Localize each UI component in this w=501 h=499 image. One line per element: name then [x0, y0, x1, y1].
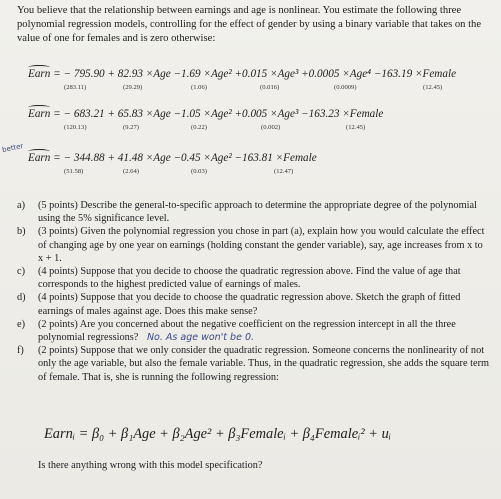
- question-label: a): [17, 200, 25, 211]
- final-question: Is there anything wrong with this model specification?: [38, 460, 263, 471]
- question-list: [17, 199, 489, 384]
- question-label: d): [17, 292, 26, 304]
- question-f: [17, 344, 489, 384]
- intro-paragraph: You believe that the relationship between earnings and age is nonlinear. You estimate the following three polynomial regression models, controlling for the effect of gender by using a binary variable that takes on the value of one for females and is zero otherwise:: [17, 5, 482, 44]
- eq1-lhs: Earn: [28, 68, 51, 80]
- eq3-se: (51.58): [64, 168, 84, 175]
- eq3-lhs: Earn: [28, 152, 51, 164]
- question-label: b): [17, 226, 26, 238]
- question-c: [17, 265, 489, 291]
- regression-equation-1: [28, 68, 493, 91]
- question-label: e): [17, 318, 25, 330]
- eq1-se: (12.45): [423, 84, 443, 91]
- eq1-rhs: = − 795.90 + 82.93 ×Age −1.69 ×Age² +0.015 ×Age³ +0.0005 ×Age⁴ −163.19 ×Female: [53, 68, 457, 80]
- question-text: (2 points) Suppose that we only consider the quadratic regression. Someone concerns the nonlinearity of not only the age variable, but also the female variable. Thus, in the quadratic regression, she adds the square term of female. That is, she is running the following regression:: [38, 345, 490, 383]
- eq2-se: (12.45): [346, 124, 366, 131]
- question-text: (4 points) Suppose that you decide to choose the quadratic regression above. Find the value of age that corresponds to the highest predicted value of earnings of males.: [38, 266, 461, 291]
- question-d: [17, 291, 489, 317]
- eq1-se: (0.016): [260, 84, 280, 91]
- regression-equation-2: [28, 108, 493, 131]
- eq1-se: (283.11): [64, 84, 87, 91]
- eq3-rhs: = − 344.88 + 41.48 ×Age −0.45 ×Age² −163.81 ×Female: [53, 152, 317, 164]
- eq2-lhs: Earn: [28, 108, 51, 120]
- eq2-se: (0.22): [191, 124, 207, 131]
- question-label: c): [17, 266, 25, 278]
- eq2-rhs: = − 683.21 + 65.83 ×Age −1.05 ×Age² +0.005 ×Age³ −163.23 ×Female: [53, 108, 384, 120]
- eq3-se: (0.03): [191, 168, 207, 175]
- question-text: (5 points) Describe the general-to-specific approach to determine the appropriate degree of the polynomial using the 5% significance level.: [38, 200, 477, 225]
- question-text: (3 points) Given the polynomial regression you chose in part (a), explain how you would calculate the effect of changing age by one year on earnings (holding constant the gender variable), say, age increases from x to x + 1.: [38, 226, 485, 264]
- eq3-se: (12.47): [274, 168, 294, 175]
- final-regression-equation: Earnᵢ = β₀ + β₁Age + β₂Age² + β₃Femaleᵢ + β₄Femaleᵢ² + uᵢ: [44, 426, 392, 442]
- question-text: (2 points) Are you concerned about the negative coefficient on the regression intercept in all the three polynomial regressions?: [38, 318, 456, 344]
- regression-equation-3: [28, 152, 493, 175]
- eq1-se: (0.0009): [334, 84, 357, 91]
- eq2-se: (0.002): [261, 124, 281, 131]
- handwritten-margin-note: better: [1, 141, 25, 155]
- question-label: f): [17, 345, 24, 357]
- eq3-se: (2.64): [123, 168, 139, 175]
- question-b: [17, 225, 489, 265]
- question-a: [17, 199, 489, 225]
- eq2-se: (120.13): [64, 124, 87, 131]
- question-text: (4 points) Suppose that you decide to choose the quadratic regression above. Sketch the graph of fitted earnings of males against age. Does this make sense?: [38, 292, 461, 317]
- question-e: [17, 318, 489, 344]
- eq1-se: (1.06): [191, 84, 207, 91]
- eq1-se: (29.29): [123, 84, 143, 91]
- eq2-se: (9.27): [123, 124, 139, 131]
- handwritten-answer: No. As age won't be 0.: [146, 332, 255, 344]
